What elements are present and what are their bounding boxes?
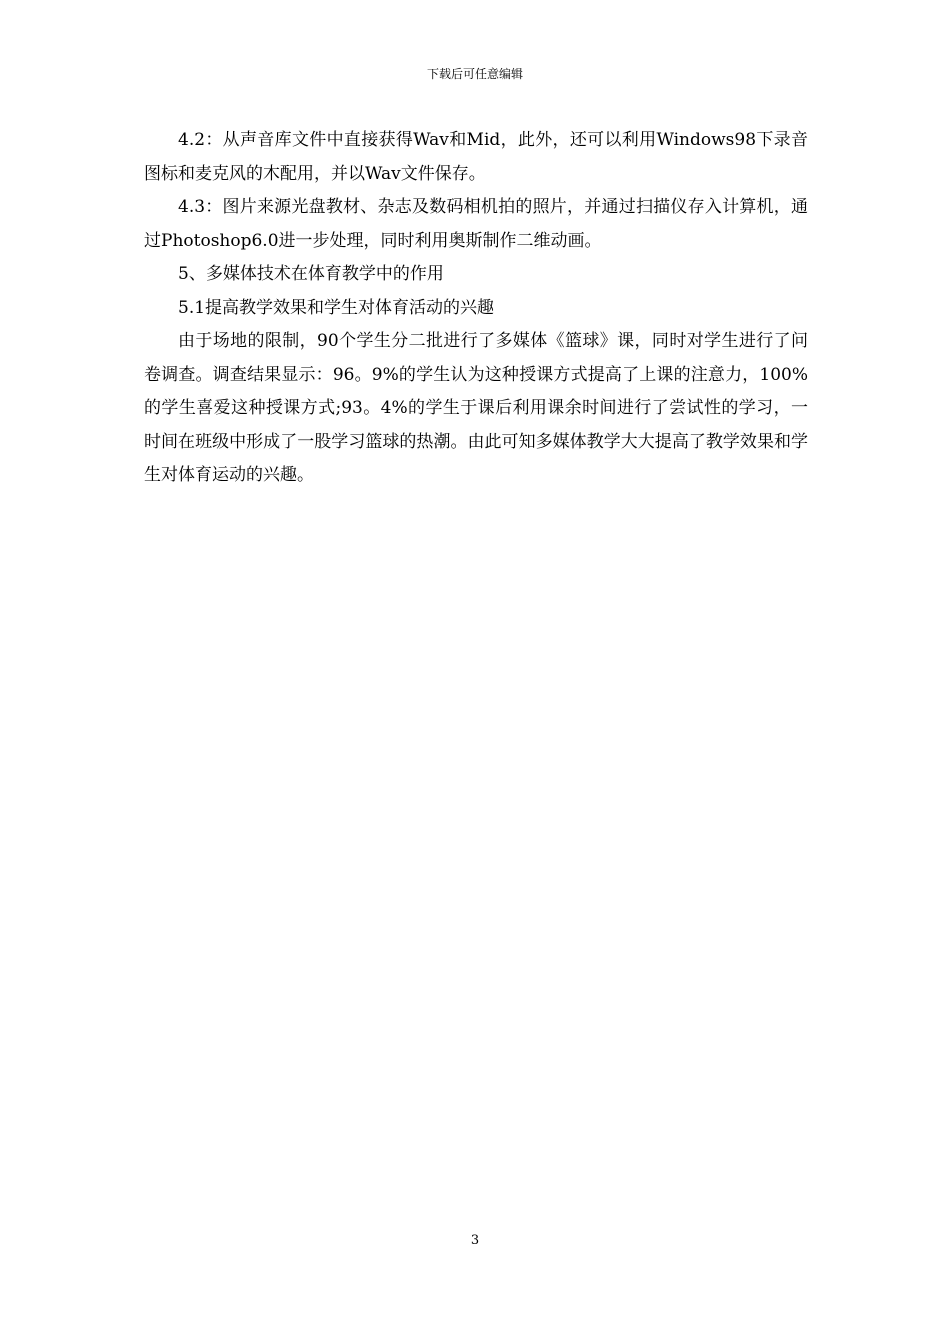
page-number: 3	[470, 1233, 480, 1248]
section-heading-role: 5、多媒体技术在体育教学中的作用	[178, 264, 444, 284]
subsection-heading-interest: 5.1提高教学效果和学生对体育活动的兴趣	[178, 297, 495, 318]
paragraph-audio-source: 4.2：从声音库文件中直接获得Wav和Mid，此外，还可以利用Windows98下录音图标和麦克风的木配用，并以Wav文件保存。	[144, 130, 808, 184]
document-body	[144, 124, 808, 493]
paragraph-survey-results: 由于场地的限制，90个学生分二批进行了多媒体《篮球》课，同时对学生进行了问卷调查。调查结果显示：96。9%的学生认为这种授课方式提高了上课的注意力，100%的学生喜爱这种授课方式;93。4%的学生于课后利用课余时间进行了尝试性的学习，一时间在班级中形成了一股学习篮球的热潮。由此可知多媒体教学大大提高了教学效果和学生对体育运动的兴趣。	[144, 331, 808, 485]
page-header: 下载后可任意编辑	[426, 67, 523, 81]
paragraph-image-source: 4.3：图片来源光盘教材、杂志及数码相机拍的照片，并通过扫描仪存入计算机，通过Photoshop6.0进一步处理，同时利用奥斯制作二维动画。	[144, 197, 808, 251]
